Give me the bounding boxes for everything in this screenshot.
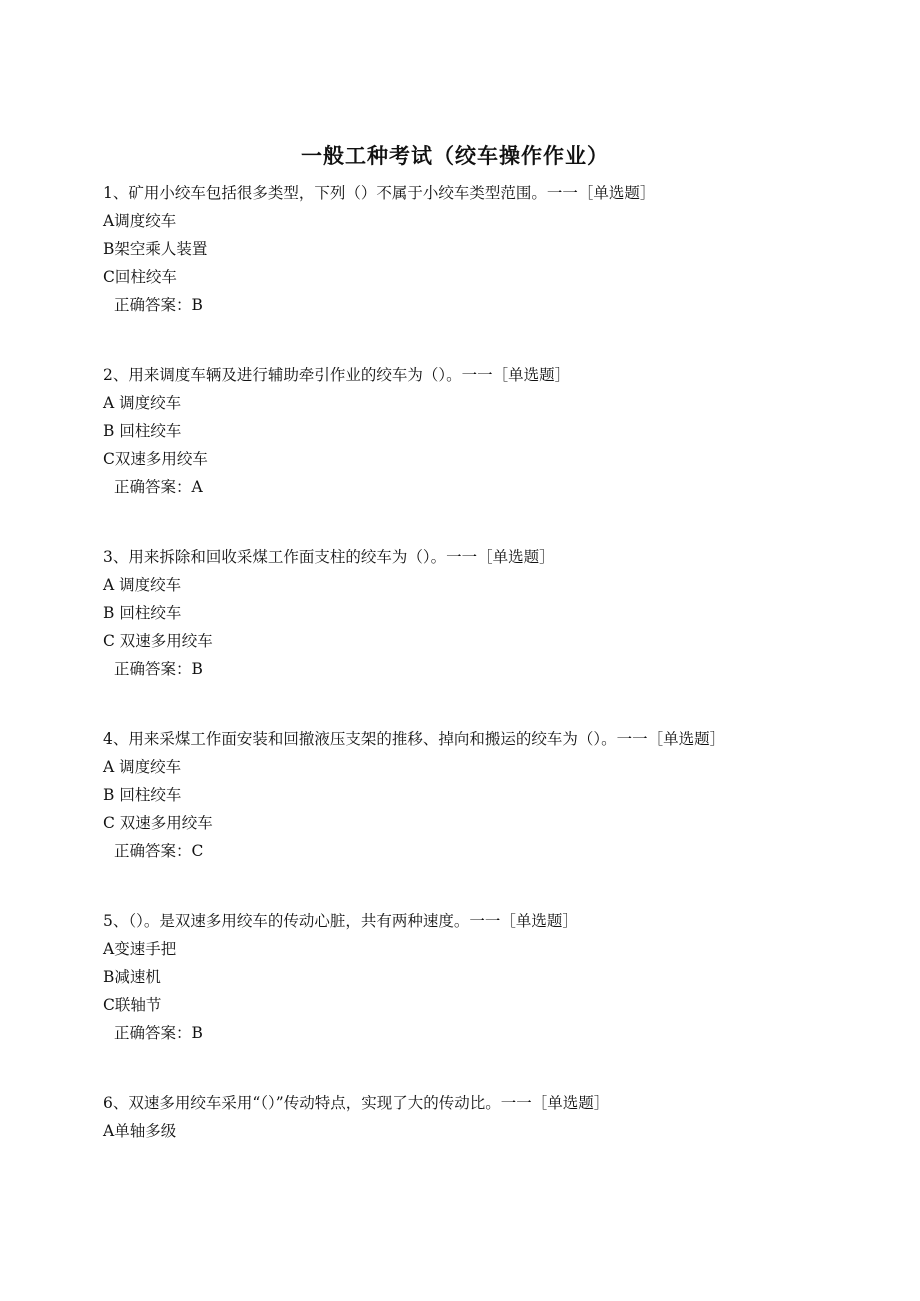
question-3 xyxy=(103,543,863,683)
option-b: B 回柱绞车 xyxy=(103,422,182,440)
question-4 xyxy=(103,725,863,865)
option-a: A变速手把 xyxy=(103,940,177,958)
question-stem: 4、用来采煤工作面安装和回撤液压支架的推移、掉向和搬运的绞车为（）。一一［单选题］ xyxy=(103,730,726,748)
option-a: A调度绞车 xyxy=(103,212,177,230)
option-b: B减速机 xyxy=(103,968,161,986)
option-c: C 双速多用绞车 xyxy=(103,632,213,650)
question-stem: 2、用来调度车辆及进行辅助牵引作业的绞车为（）。一一［单选题］ xyxy=(103,366,571,384)
option-c: C联轴节 xyxy=(103,996,162,1014)
option-b: B 回柱绞车 xyxy=(103,786,182,804)
page-title: 一般工种考试（绞车操作作业） xyxy=(301,143,609,168)
option-b: B 回柱绞车 xyxy=(103,604,182,622)
option-a: A 调度绞车 xyxy=(103,576,182,594)
option-c: C 双速多用绞车 xyxy=(103,814,213,832)
option-a: A单轴多级 xyxy=(103,1122,177,1140)
question-6 xyxy=(103,1089,863,1145)
correct-answer: 正确答案：B xyxy=(114,1024,203,1042)
question-stem: 1、矿用小绞车包括很多类型，下列（）不属于小绞车类型范围。一一［单选题］ xyxy=(103,184,656,202)
option-c: C回柱绞车 xyxy=(103,268,177,286)
option-c: C双速多用绞车 xyxy=(103,450,208,468)
option-a: A 调度绞车 xyxy=(103,394,182,412)
correct-answer: 正确答案：C xyxy=(114,842,204,860)
correct-answer: 正确答案：B xyxy=(114,660,203,678)
question-stem: 3、用来拆除和回收采煤工作面支柱的绞车为（）。一一［单选题］ xyxy=(103,548,555,566)
option-a: A 调度绞车 xyxy=(103,758,182,776)
question-stem: 5、（）。是双速多用绞车的传动心脏，共有两种速度。一一［单选题］ xyxy=(103,912,578,930)
option-b: B架空乘人装置 xyxy=(103,240,208,258)
question-2 xyxy=(103,361,863,501)
question-stem: 6、双速多用绞车采用“（）”传动特点，实现了大的传动比。一一［单选题］ xyxy=(103,1094,610,1112)
question-5 xyxy=(103,907,863,1047)
correct-answer: 正确答案：B xyxy=(114,296,203,314)
question-list xyxy=(103,179,863,1145)
correct-answer: 正确答案：A xyxy=(114,478,203,496)
question-1 xyxy=(103,179,863,319)
